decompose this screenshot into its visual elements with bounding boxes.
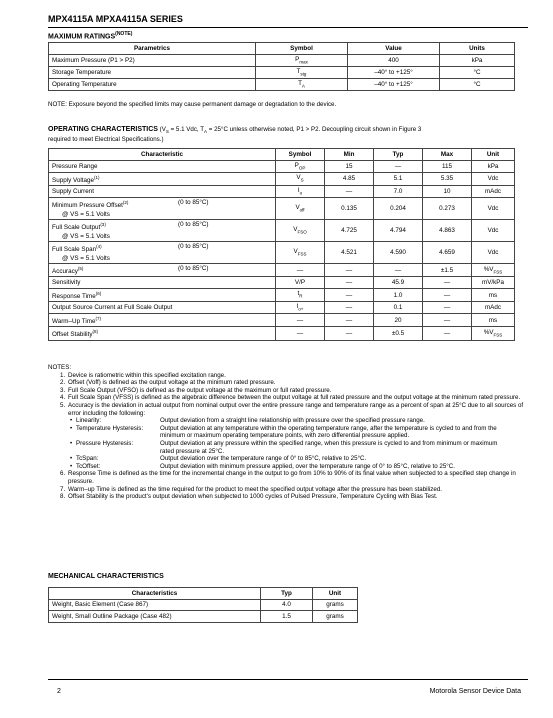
footnote-ref: (2): [122, 200, 129, 206]
symbol-cell: [276, 277, 325, 289]
condition-subtext: @ VS = 5.1 Volts: [62, 255, 110, 263]
min-cell: —: [325, 288, 374, 301]
col-header: Characteristics: [49, 588, 261, 600]
symbol-cell: [276, 242, 325, 264]
title-rule: [48, 27, 528, 28]
max-cell: 115: [423, 160, 472, 172]
symbol-sub: max: [299, 58, 308, 64]
symbol-text: T: [296, 67, 301, 75]
typ-cell: 7.0: [374, 185, 423, 197]
note-item: [48, 379, 528, 387]
symbol-cell: [256, 54, 348, 66]
max-cell: —: [423, 302, 472, 314]
unit-text: mAdc: [484, 304, 502, 312]
footnote-ref: (3): [100, 222, 106, 228]
characteristic-name: Supply Voltage: [52, 176, 95, 184]
col-header: Symbol: [276, 149, 325, 161]
footnote-ref: (1): [94, 174, 100, 180]
value-cell: –40° to +125°: [348, 66, 440, 78]
bullet-definition: Output deviation at any pressure within the specified range, when this pressure is cycled to and from minimum or maximum rated pressure at 25°C.: [160, 439, 498, 455]
bullet-icon: •: [70, 455, 73, 463]
footnote-ref: (7): [95, 316, 101, 322]
symbol-text: —: [296, 316, 304, 324]
note-bullet: [48, 463, 528, 471]
note-number: 6.: [60, 470, 66, 478]
characteristic-cell: Weight, Basic Element (Case 867): [49, 599, 261, 611]
unit-cell: [472, 185, 515, 197]
note-text: Offset Stability is the product's output deviation when subjected to 1000 cycles of Pulsed Pressure, Temperature Cycling with Bias Test.: [68, 493, 438, 501]
note-number: 3.: [60, 386, 66, 394]
col-header: Max: [423, 149, 472, 161]
symbol-cell: [276, 264, 325, 277]
unit-text: %V: [483, 265, 494, 273]
unit-text: Vdc: [487, 175, 499, 183]
unit-cell: grams: [313, 599, 358, 611]
max-cell: —: [423, 314, 472, 327]
max-cell: ±1.5: [423, 264, 472, 277]
min-cell: 15: [325, 160, 374, 172]
unit-cell: [472, 264, 515, 277]
col-header: Typ: [261, 588, 313, 600]
note-number: 4.: [60, 394, 66, 402]
note-item: [48, 387, 528, 395]
symbol-cell: [276, 185, 325, 197]
note-item: [48, 402, 528, 417]
footnote-ref: (5): [77, 266, 84, 272]
mech-table: [48, 587, 358, 623]
bullet-term: Temperature Hysteresis:: [76, 424, 144, 432]
bullet-term: TcSpan:: [76, 455, 99, 463]
note-text: Offset (Voff) is defined as the output voltage at the minimum rated pressure.: [68, 379, 276, 387]
note-number: 2.: [60, 379, 66, 387]
symbol-text: V: [293, 226, 298, 234]
note-item: [48, 470, 528, 485]
table-header-row: [49, 588, 358, 600]
typ-cell: —: [374, 264, 423, 277]
max-cell: 0.273: [423, 198, 472, 220]
typ-cell: 45.9: [374, 277, 423, 289]
symbol-text: I: [297, 186, 300, 194]
characteristic-cell: [49, 172, 276, 185]
unit-cell: [472, 198, 515, 220]
min-cell: —: [325, 277, 374, 289]
characteristic-cell: [49, 160, 276, 172]
symbol-sub: A: [301, 83, 305, 89]
typ-cell: 5.1: [374, 172, 423, 185]
bullet-definition: Output deviation from a straight line relationship with pressure over the specified pressure range.: [160, 417, 425, 425]
note-number: 7.: [60, 485, 66, 493]
note-bullet: [48, 440, 528, 455]
symbol-sub: stg: [300, 71, 307, 76]
unit-cell: [472, 288, 515, 301]
symbol-text: —: [296, 266, 304, 274]
min-cell: 4.85: [325, 172, 374, 185]
col-header: Parametrics: [49, 43, 256, 55]
symbol-cell: [276, 302, 325, 314]
bullet-icon: •: [70, 462, 73, 470]
table-header-row: [49, 43, 515, 55]
table-row: [49, 277, 515, 289]
symbol-text: P: [294, 161, 299, 169]
notes-block: [48, 364, 528, 501]
symbol-sub: FSS: [297, 251, 307, 257]
symbol-text: V: [296, 174, 301, 182]
characteristic-name: Full Scale Span: [52, 246, 97, 254]
table-row: [49, 172, 515, 185]
characteristic-name: Sensitivity: [52, 279, 81, 287]
characteristic-cell: [49, 220, 276, 242]
bullet-term: TcOffset:: [76, 462, 101, 470]
max-cell: 10: [423, 185, 472, 197]
note-item: [48, 394, 528, 402]
table-row: [49, 79, 515, 91]
unit-text: ms: [488, 291, 498, 299]
note-text: Full Scale Span (VFSS) is defined as the algebraic difference between the output voltage at full rated pressure and the output voltage at the minimum rated pressure.: [68, 394, 521, 402]
unit-text: ms: [488, 316, 498, 324]
mech-heading: MECHANICAL CHARACTERISTICS: [48, 573, 164, 580]
note-text: Accuracy is the deviation in actual output from nominal output over the entire pressure range and temperature range as a percent of span at 25°C due to all sources of error including the following:: [68, 401, 524, 417]
symbol-text: t: [297, 290, 300, 298]
symbol-sub: FSO: [297, 229, 307, 235]
characteristic-cell: [49, 264, 276, 277]
condition-subtext: @ VS = 5.1 Volts: [62, 211, 110, 219]
table-header-row: [49, 149, 515, 161]
bullet-term: Linearity:: [76, 417, 102, 425]
typ-cell: 1.0: [374, 288, 423, 301]
max-cell: —: [423, 277, 472, 289]
unit-cell: [472, 302, 515, 314]
characteristic-cell: [49, 288, 276, 301]
units-cell: °C: [440, 66, 515, 78]
unit-cell: [472, 160, 515, 172]
table-row: [49, 599, 358, 611]
typ-cell: 4.0: [261, 599, 313, 611]
typ-cell: 4.590: [374, 242, 423, 264]
bullet-definition: Output deviation over the temperature range of 0° to 85°C, relative to 25°C.: [160, 455, 367, 463]
max-ratings-note: NOTE: Exposure beyond the specified limits may cause permanent damage or degradation to the device.: [48, 101, 337, 108]
symbol-text: V: [295, 204, 300, 212]
symbol-sub: off: [299, 207, 305, 213]
table-row: [49, 264, 515, 277]
condition-text: (0 to 85°C): [178, 265, 209, 273]
condition-text: (0 to 85°C): [178, 199, 209, 207]
note-bullet: [48, 425, 528, 440]
typ-cell: 1.5: [261, 611, 313, 623]
note-item: [48, 493, 528, 501]
col-header: Units: [440, 43, 515, 55]
bullet-icon: •: [70, 439, 73, 447]
bullet-icon: •: [70, 424, 73, 432]
param-cell: Maximum Pressure (P1 > P2): [49, 54, 256, 66]
table-row: [49, 327, 515, 340]
typ-cell: 20: [374, 314, 423, 327]
symbol-sub: OP: [298, 164, 306, 170]
unit-cell: [472, 220, 515, 242]
value-cell: –40° to +125°: [348, 79, 440, 91]
unit-text: Vdc: [487, 205, 499, 213]
footer-rule: [48, 679, 528, 680]
note-text: Warm–up Time is defined as the time required for the product to meet the specified output voltage after the pressure has been stabilized.: [68, 485, 442, 493]
min-cell: —: [325, 327, 374, 340]
op-char-heading: OPERATING CHARACTERISTICS ($V_S = 5.1$ Vdc, $T_A = 25^\circ C$ unless otherwise noted, P1 > P2. Decoupling circuit shown in Figure 3 required to meet Electrical Specifications.): [48, 126, 422, 144]
characteristic-name: Accuracy: [52, 268, 78, 276]
symbol-cell: [276, 160, 325, 172]
symbol-cell: [276, 327, 325, 340]
units-cell: °C: [440, 79, 515, 91]
symbol-text: P: [295, 55, 300, 63]
unit-cell: [472, 327, 515, 340]
max-ratings-heading: MAXIMUM $RATINGS^{(NOTE)}$: [48, 31, 133, 41]
typ-cell: 4.794: [374, 220, 423, 242]
col-header: Symbol: [256, 43, 348, 55]
unit-text: %V: [483, 328, 494, 336]
units-cell: kPa: [440, 54, 515, 66]
bullet-icon: •: [70, 417, 73, 425]
min-cell: 0.135: [325, 198, 374, 220]
symbol-text: V: [293, 248, 298, 256]
unit-text: kPa: [487, 162, 499, 170]
note-number: 5.: [60, 401, 66, 409]
condition-subtext: @ VS = 5.1 Volts: [62, 233, 110, 241]
page-number: 2: [57, 688, 61, 695]
symbol-sub: S: [300, 177, 304, 183]
characteristic-name: Minimum Pressure Offset: [52, 202, 123, 210]
characteristic-cell: [49, 314, 276, 327]
table-row: [49, 198, 515, 220]
table-row: [49, 288, 515, 301]
typ-cell: 0.1: [374, 302, 423, 314]
characteristic-name: Offset Stability: [52, 331, 93, 339]
bullet-definition: Output deviation at any temperature within the operating temperature range, after the temperature is cycled to and from the minimum or maximum operating temperature points, with zero differential pressure applied.: [160, 424, 497, 440]
symbol-text: I: [296, 303, 299, 311]
symbol-sub: o: [299, 190, 303, 196]
unit-text: Vdc: [487, 249, 499, 257]
param-cell: Storage Temperature: [49, 66, 256, 78]
note-text: Response Time is defined as the time for the incremental change in the output to go from 10% to 90% of its final value when subjected to a specified step change in pressure.: [68, 470, 516, 485]
footer-publication: Motorola Sensor Device Data: [429, 688, 521, 695]
min-cell: 4.521: [325, 242, 374, 264]
symbol-sub: o+: [298, 306, 304, 312]
characteristic-cell: [49, 277, 276, 289]
table-row: [49, 611, 358, 623]
condition-text: (0 to 85°C): [178, 221, 209, 229]
characteristic-name: Warm–Up Time: [52, 318, 96, 326]
footnote-ref: (8): [92, 329, 98, 335]
max-cell: —: [423, 327, 472, 340]
max-cell: 4.863: [423, 220, 472, 242]
min-cell: —: [325, 264, 374, 277]
symbol-cell: [256, 79, 348, 91]
note-item: [48, 372, 528, 380]
unit-cell: grams: [313, 611, 358, 623]
value-cell: 400: [348, 54, 440, 66]
condition-text: (0 to 85°C): [178, 243, 209, 251]
param-cell: Operating Temperature: [49, 79, 256, 91]
unit-cell: [472, 172, 515, 185]
characteristic-cell: [49, 185, 276, 197]
unit-text: Vdc: [487, 227, 499, 235]
characteristic-cell: [49, 198, 276, 220]
document-title: MPX4115A MPXA4115A SERIES: [48, 14, 183, 24]
footnote-ref: (6): [95, 290, 102, 296]
max-cell: —: [423, 288, 472, 301]
characteristic-name: Output Source Current at Full Scale Output: [52, 304, 173, 312]
symbol-cell: [256, 66, 348, 78]
symbol-cell: [276, 198, 325, 220]
note-text: Full Scale Output (VFSO) is defined as the output voltage at the maximum or full rated pressure.: [68, 386, 332, 394]
min-cell: —: [325, 185, 374, 197]
unit-sub: FSS: [493, 332, 503, 338]
symbol-cell: [276, 220, 325, 242]
table-row: [49, 160, 515, 172]
characteristic-name: Supply Current: [52, 187, 94, 195]
max-cell: 4.659: [423, 242, 472, 264]
max-ratings-table: [48, 42, 515, 91]
min-cell: —: [325, 314, 374, 327]
note-bullet: [48, 455, 528, 463]
note-bullet: [48, 417, 528, 425]
typ-cell: ±0.5: [374, 327, 423, 340]
unit-text: mV/kPa: [481, 279, 505, 287]
characteristic-cell: Weight, Small Outline Package (Case 482): [49, 611, 261, 623]
table-row: [49, 185, 515, 197]
table-row: [49, 220, 515, 242]
characteristic-name: Pressure Range: [52, 162, 98, 170]
table-row: [49, 242, 515, 264]
col-header: Unit: [313, 588, 358, 600]
table-row: [49, 66, 515, 78]
typ-cell: 0.204: [374, 198, 423, 220]
bullet-term: Pressure Hysteresis:: [76, 439, 134, 447]
symbol-cell: [276, 314, 325, 327]
note-text: Device is ratiometric within this specified excitation range.: [68, 371, 226, 379]
symbol-text: —: [296, 329, 304, 337]
note-item: [48, 486, 528, 494]
note-number: 8.: [60, 493, 66, 501]
unit-cell: [472, 242, 515, 264]
table-row: [49, 314, 515, 327]
table-row: [49, 54, 515, 66]
col-header: Typ: [374, 149, 423, 161]
col-header: Value: [348, 43, 440, 55]
unit-sub: FSS: [493, 269, 503, 275]
table-row: [49, 302, 515, 314]
min-cell: —: [325, 302, 374, 314]
op-char-table: [48, 148, 515, 341]
max-cell: 5.35: [423, 172, 472, 185]
symbol-text: T: [298, 80, 302, 87]
characteristic-name: Response Time: [52, 293, 96, 301]
symbol-text: V/P: [294, 279, 306, 287]
col-header: Min: [325, 149, 374, 161]
unit-cell: [472, 314, 515, 327]
col-header: Characteristic: [49, 149, 276, 161]
characteristic-cell: [49, 327, 276, 340]
symbol-sub: R: [299, 293, 303, 299]
characteristic-cell: [49, 242, 276, 264]
characteristic-name: Full Scale Output: [52, 224, 101, 232]
footnote-ref: (4): [96, 244, 102, 250]
characteristic-cell: [49, 302, 276, 314]
min-cell: 4.725: [325, 220, 374, 242]
typ-cell: —: [374, 160, 423, 172]
bullet-definition: Output deviation with minimum pressure applied, over the temperature range of 0° to 85°C, relative to 25°C.: [160, 462, 455, 470]
col-header: Unit: [472, 149, 515, 161]
unit-text: mAdc: [484, 187, 502, 195]
notes-label: NOTES:: [48, 364, 72, 371]
unit-cell: [472, 277, 515, 289]
symbol-cell: [276, 288, 325, 301]
note-number: 1.: [60, 371, 66, 379]
symbol-cell: [276, 172, 325, 185]
